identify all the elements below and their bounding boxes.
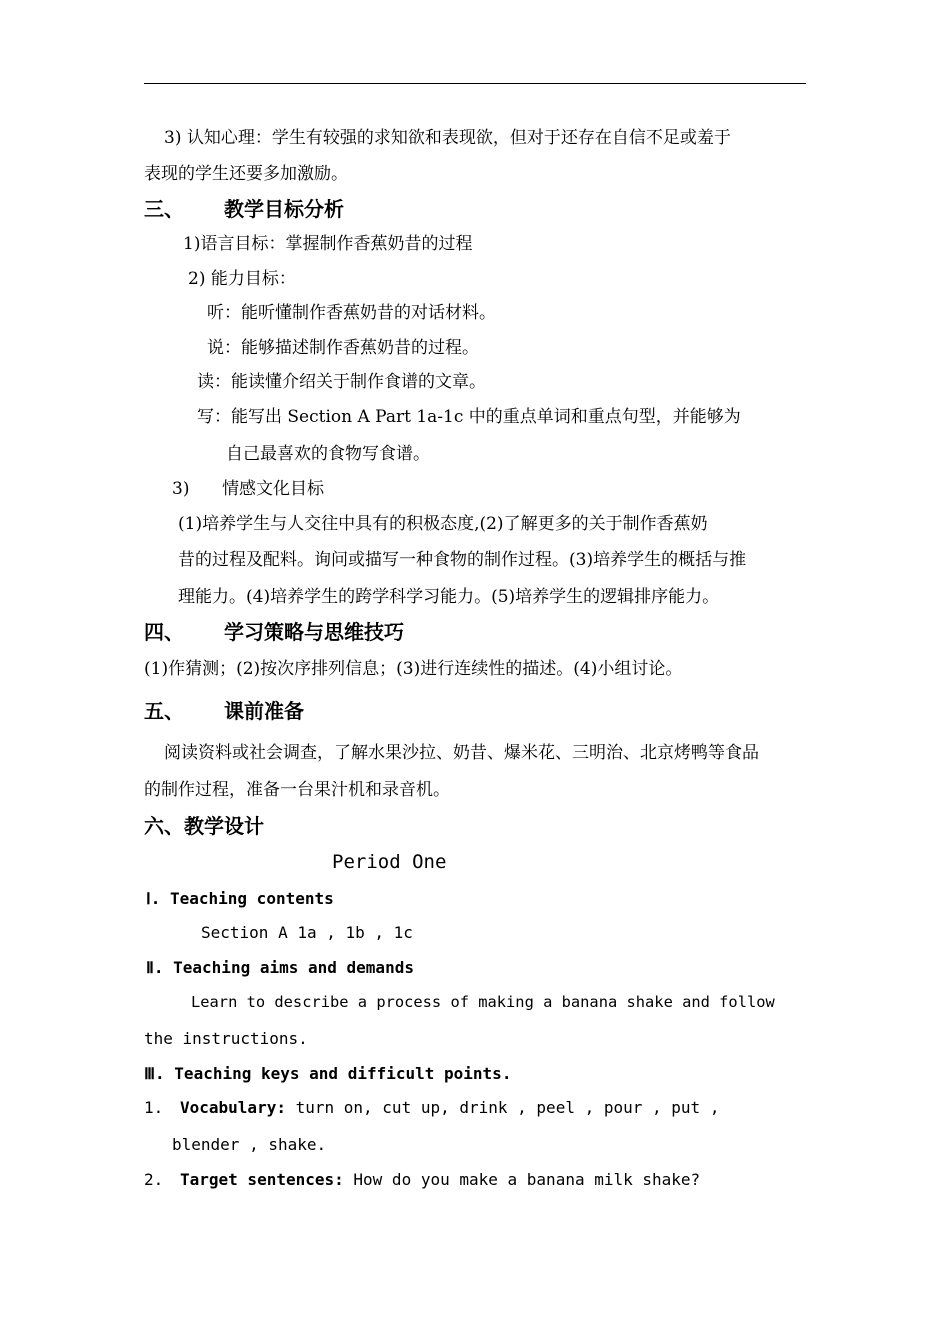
vocabulary-items: turn on, cut up, drink , peel , pour , put , bbox=[285, 1098, 720, 1117]
teaching-aims-line-2: the instructions. bbox=[144, 1029, 308, 1048]
section-3-heading bbox=[144, 197, 344, 221]
target-sentences-number: 2. bbox=[144, 1170, 164, 1189]
section-3-number: 三、 bbox=[144, 197, 184, 221]
section-4-heading bbox=[144, 620, 404, 644]
speaking-goal: 说：能够描述制作香蕉奶昔的过程。 bbox=[207, 338, 479, 358]
vocabulary-label: Vocabulary: bbox=[180, 1098, 286, 1117]
cognitive-line-1: 3) 认知心理：学生有较强的求知欲和表现欲，但对于还存在自信不足或羞于 bbox=[164, 128, 731, 148]
teaching-keys-heading: Ⅲ. Teaching keys and difficult points. bbox=[144, 1064, 512, 1083]
section-5-body-line-1: 阅读资料或社会调查，了解水果沙拉、奶昔、爆米花、三明治、北京烤鸭等食品 bbox=[164, 743, 759, 763]
vocabulary-number: 1. bbox=[144, 1098, 164, 1117]
emotion-goal-line-1: (1)培养学生与人交往中具有的积极态度,(2)了解更多的关于制作香蕉奶 bbox=[178, 514, 708, 534]
vocabulary-line-2: blender , shake. bbox=[172, 1135, 327, 1154]
teaching-contents-body: Section A 1a , 1b , 1c bbox=[201, 923, 413, 942]
writing-goal-line-1: 写：能写出 Section A Part 1a-1c 中的重点单词和重点句型，并能够为 bbox=[197, 407, 741, 427]
cognitive-line-2: 表现的学生还要多加激励。 bbox=[144, 164, 348, 184]
listening-goal: 听：能听懂制作香蕉奶昔的对话材料。 bbox=[207, 303, 496, 323]
reading-goal: 读：能读懂介绍关于制作食谱的文章。 bbox=[197, 372, 486, 392]
section-4-title: 学习策略与思维技巧 bbox=[224, 620, 404, 644]
emotion-goal-line-3: 理能力。(4)培养学生的跨学科学习能力。(5)培养学生的逻辑排序能力。 bbox=[178, 587, 720, 607]
section-4-number: 四、 bbox=[144, 620, 184, 644]
language-goal: 1)语言目标：掌握制作香蕉奶昔的过程 bbox=[183, 234, 473, 254]
writing-goal-line-2: 自己最喜欢的食物写食谱。 bbox=[226, 444, 430, 464]
header-rule bbox=[144, 83, 806, 84]
ability-goal: 2) 能力目标： bbox=[188, 269, 296, 289]
teaching-aims-line-1: Learn to describe a process of making a banana shake and follow bbox=[191, 993, 775, 1011]
section-3-title: 教学目标分析 bbox=[224, 197, 344, 221]
target-sentences-line bbox=[144, 1169, 700, 1191]
section-5-title: 课前准备 bbox=[224, 699, 304, 723]
emotion-goal-number: 3) bbox=[172, 479, 190, 499]
target-sentences-label: Target sentences: bbox=[180, 1170, 344, 1189]
teaching-contents-heading: Ⅰ. Teaching contents bbox=[146, 889, 334, 908]
emotion-goal-title: 情感文化目标 bbox=[222, 479, 324, 499]
section-5-body-line-2: 的制作过程，准备一台果汁机和录音机。 bbox=[144, 780, 450, 800]
emotion-goal-line-2: 昔的过程及配料。询问或描写一种食物的制作过程。(3)培养学生的概括与推 bbox=[178, 550, 747, 570]
period-title: Period One bbox=[332, 851, 447, 873]
section-5-heading bbox=[144, 699, 304, 723]
section-6-heading: 六、教学设计 bbox=[144, 814, 264, 838]
section-5-number: 五、 bbox=[144, 699, 184, 723]
emotion-goal-heading bbox=[172, 478, 324, 500]
teaching-aims-heading: Ⅱ. Teaching aims and demands bbox=[146, 958, 414, 977]
section-4-body: (1)作猜测；(2)按次序排列信息；(3)进行连续性的描述。(4)小组讨论。 bbox=[144, 659, 683, 679]
vocabulary-line-1 bbox=[144, 1097, 719, 1119]
target-sentences-text: How do you make a banana milk shake? bbox=[343, 1170, 701, 1189]
